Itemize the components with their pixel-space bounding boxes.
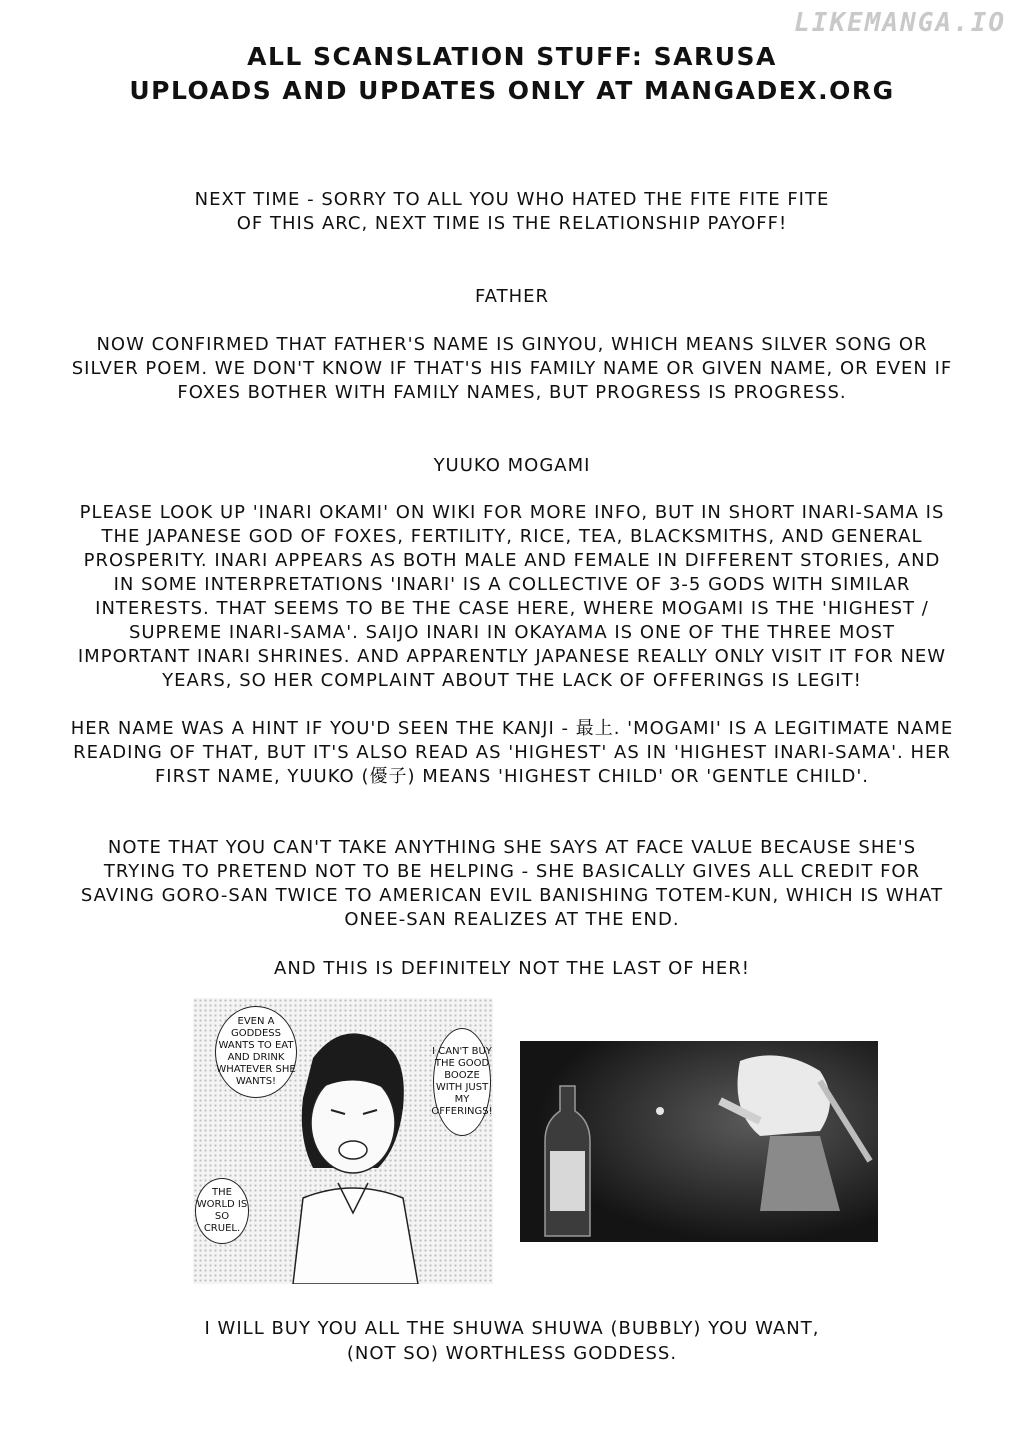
- yuuko-paragraph-1: PLEASE LOOK UP 'INARI OKAMI' ON WIKI FOR MORE INFO, BUT IN SHORT INARI-SAMA IS THE JAPANESE GOD OF FOXES, FERTILITY, RICE, TEA, BLACKSMITHS, AND GENERAL PROSPERITY. INARI APPEARS AS BOTH MALE AND FEMALE IN DIFFERENT STORIES, AND IN SOME INTERPRETATIONS 'INARI' IS A COLLECTIVE OF 3-5 GODS WITH SIMILAR INTERESTS. THAT SEEMS TO BE THE CASE HERE, WHERE MOGAMI IS THE 'HIGHEST / SUPREME INARI-SAMA'. SAIJO INARI IN OKAYAMA IS ONE OF THE THREE MOST IMPORTANT INARI SHRINES. AND APPARENTLY JAPANESE REALLY ONLY VISIT IT FOR NEW YEARS, SO HER COMPLAINT ABOUT THE LACK OF OFFERINGS IS LEGIT!: [77, 502, 947, 691]
- yuuko-heading: YUUKO MOGAMI: [433, 455, 591, 476]
- bottle-illustration: [520, 1041, 878, 1242]
- uploads-line: UPLOADS AND UPDATES ONLY AT MANGADEX.ORG: [129, 76, 895, 105]
- site-watermark: LIKEMANGA.IO: [794, 8, 1006, 38]
- yuuko-paragraph-4: AND THIS IS DEFINITELY NOT THE LAST OF HER!: [274, 958, 750, 979]
- caption-line-1: I WILL BUY YOU ALL THE SHUWA SHUWA (BUBBLY) YOU WANT,: [204, 1318, 820, 1339]
- next-time-note: [0, 188, 1024, 236]
- anime-screenshot-goddess-bottle: [520, 1041, 878, 1242]
- speech-bubble-2: I CAN'T BUY THE GOOD BOOZE WITH JUST MY OFFERINGS!: [433, 1028, 491, 1136]
- credits-header: [0, 40, 1024, 108]
- credits-line: ALL SCANSLATION STUFF: SARUSA: [247, 42, 777, 71]
- yuuko-paragraph-3: NOTE THAT YOU CAN'T TAKE ANYTHING SHE SAYS AT FACE VALUE BECAUSE SHE'S TRYING TO PRETEND NOT TO BE HELPING - SHE BASICALLY GIVES ALL CREDIT FOR SAVING GORO-SAN TWICE TO AMERICAN EVIL BANISHING TOTEM-KUN, WHICH IS WHAT ONEE-SAN REALIZES AT THE END.: [80, 837, 944, 930]
- yuuko-paragraph-2: HER NAME WAS A HINT IF YOU'D SEEN THE KANJI - 最上. 'MOGAMI' IS A LEGITIMATE NAME READING OF THAT, BUT IT'S ALSO READ AS 'HIGHEST' AS IN 'HIGHEST INARI-SAMA'. HER FIRST NAME, YUUKO (優子) MEANS 'HIGHEST CHILD' OR 'GENTLE CHILD'.: [70, 718, 954, 787]
- speech-bubble-1: EVEN A GODDESS WANTS TO EAT AND DRINK WHATEVER SHE WANTS!: [215, 1006, 297, 1098]
- father-heading: FATHER: [474, 286, 550, 307]
- next-time-line-1: NEXT TIME - SORRY TO ALL YOU WHO HATED THE FITE FITE FITE: [194, 189, 830, 210]
- speech-bubble-3: THE WORLD IS SO CRUEL.: [195, 1178, 249, 1244]
- manga-panel-goddess: [193, 998, 493, 1284]
- next-time-line-2: OF THIS ARC, NEXT TIME IS THE RELATIONSHIP PAYOFF!: [236, 213, 788, 234]
- closing-caption: [0, 1316, 1024, 1366]
- caption-line-2: (NOT SO) WORTHLESS GODDESS.: [346, 1343, 678, 1364]
- father-paragraph: NOW CONFIRMED THAT FATHER'S NAME IS GINYOU, WHICH MEANS SILVER SONG OR SILVER POEM. WE DON'T KNOW IF THAT'S HIS FAMILY NAME OR GIVEN NAME, OR EVEN IF FOXES BOTHER WITH FAMILY NAMES, BUT PROGRESS IS PROGRESS.: [71, 334, 953, 403]
